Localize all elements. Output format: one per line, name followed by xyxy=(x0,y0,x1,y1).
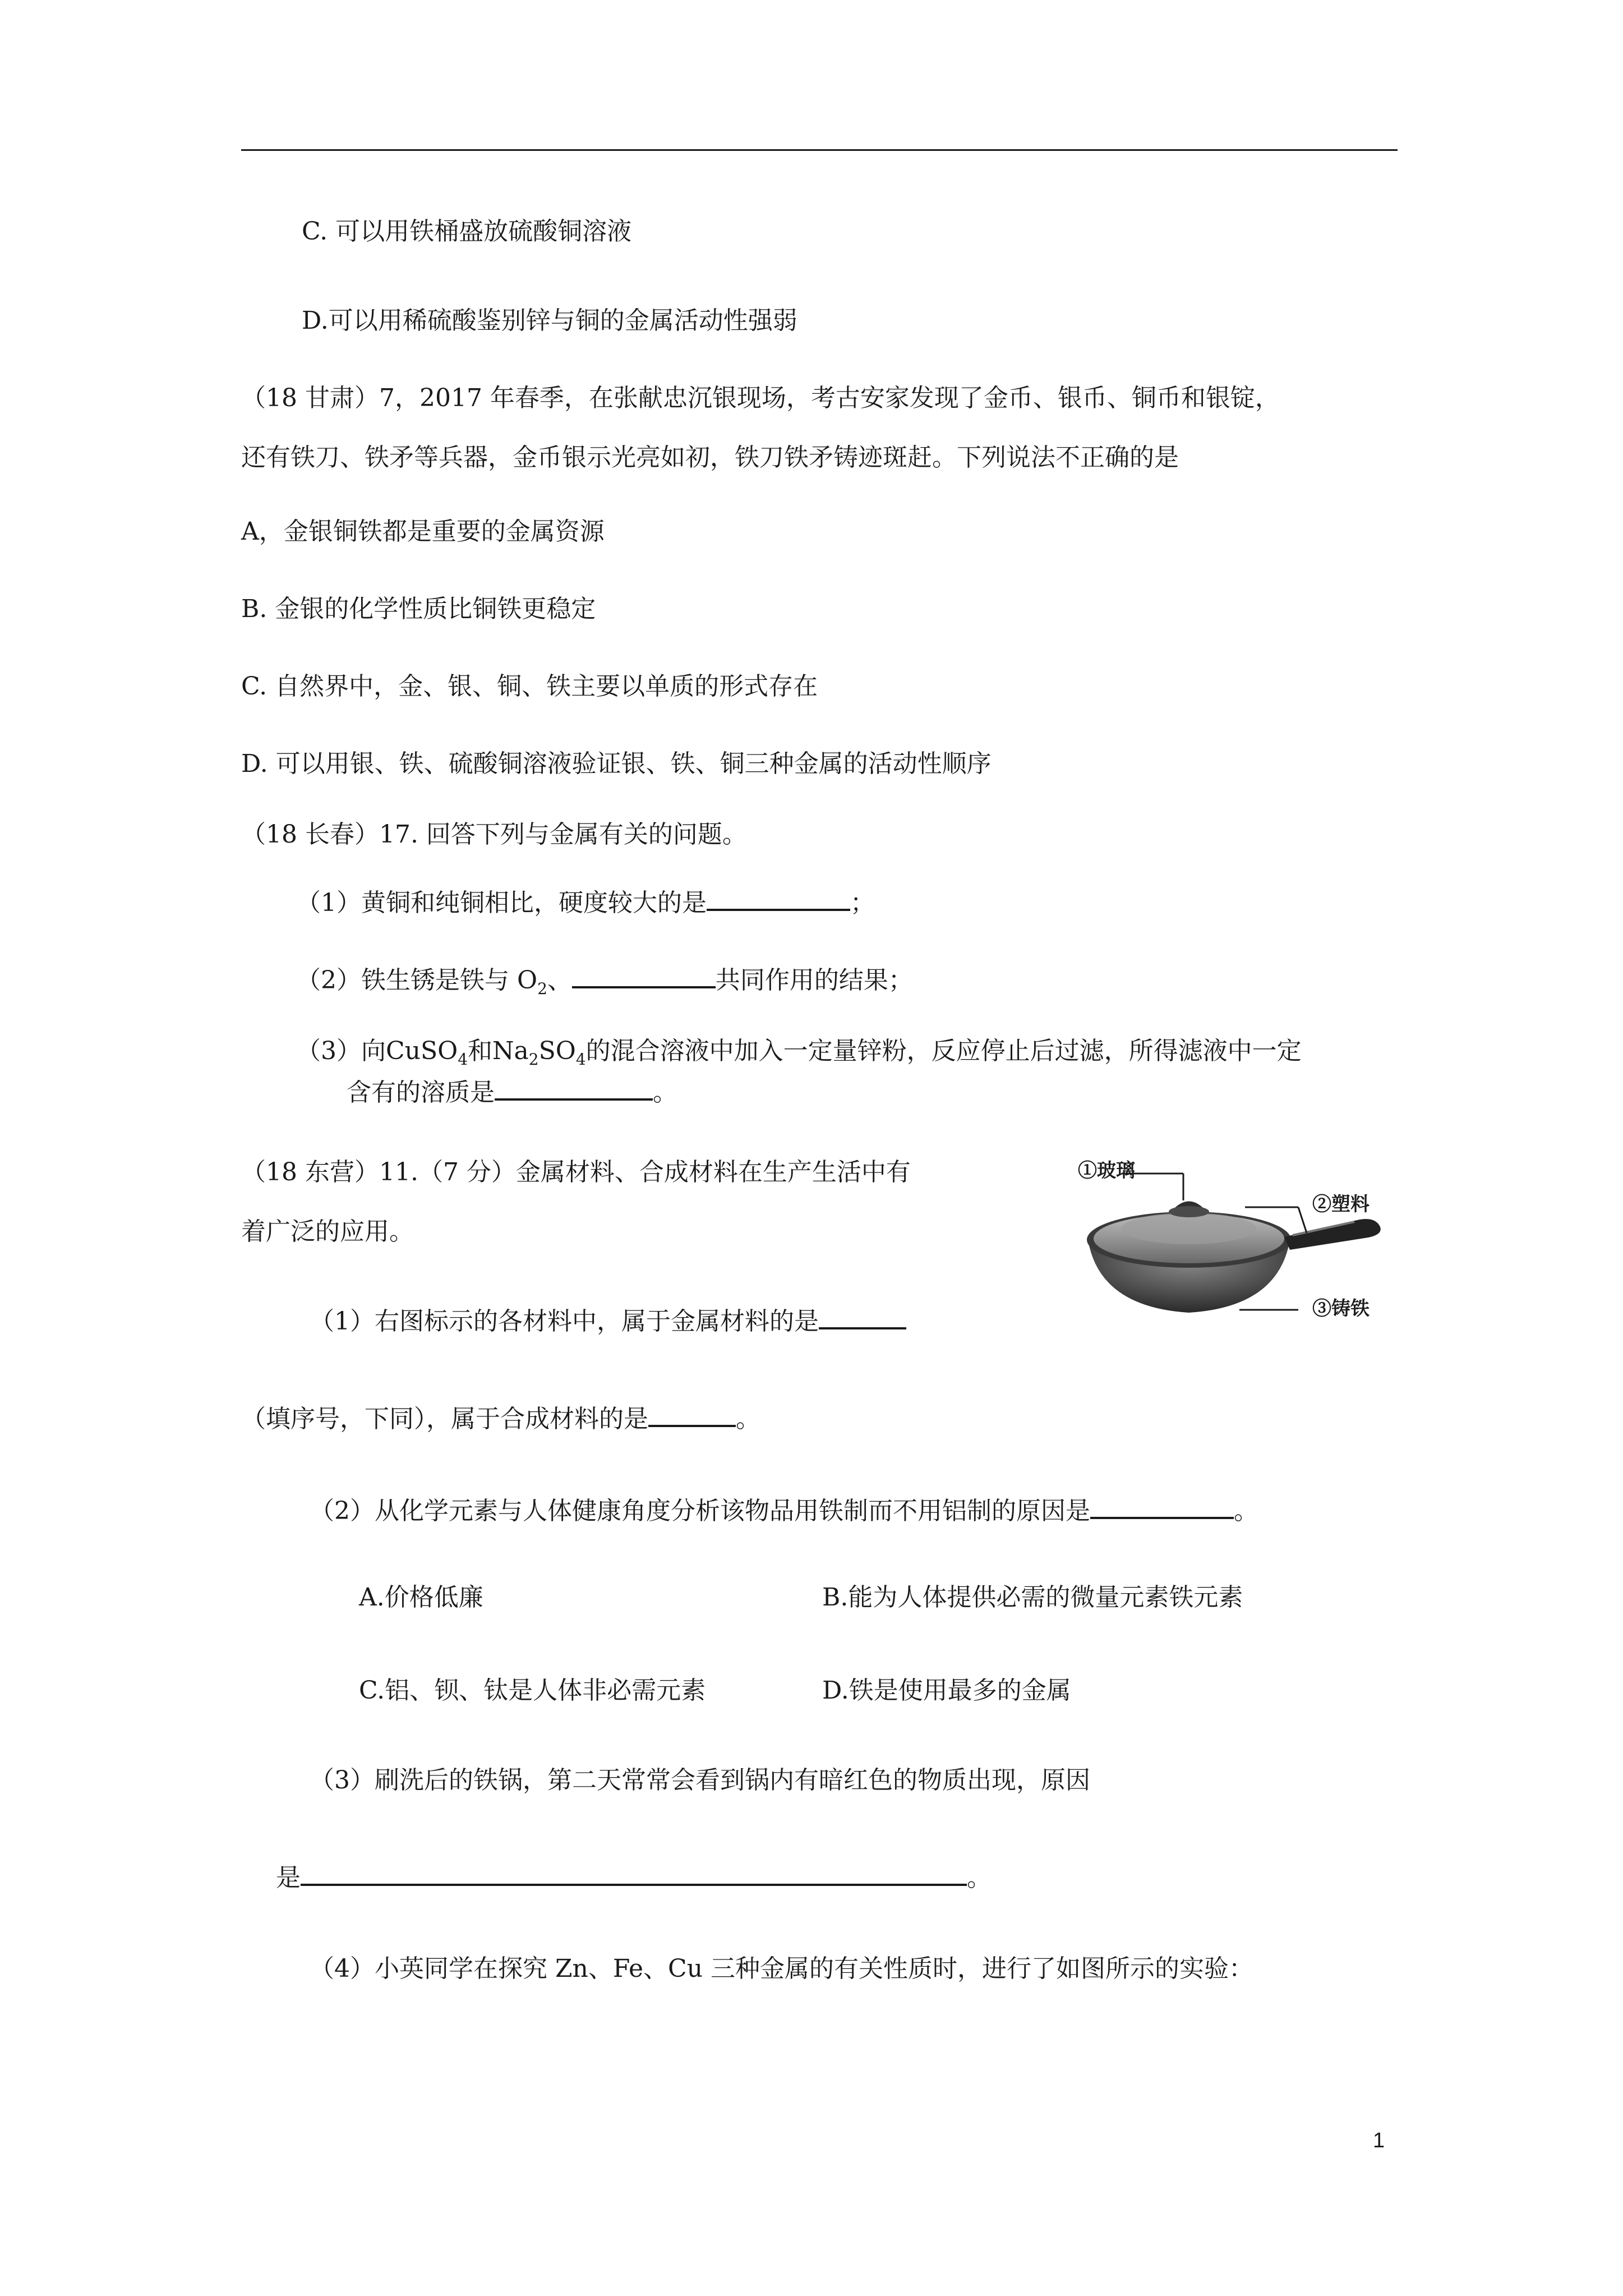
q7-option-a: A，金银铜铁都是重要的金属资源 xyxy=(241,517,605,546)
q11-part2-option-a: A.价格低廉 xyxy=(359,1583,483,1612)
q11-part3-line1: （3）刷洗后的铁锅，第二天常常会看到锅内有暗红色的物质出现，原因 xyxy=(310,1766,1090,1795)
q17-part3-line1: （3）向CuSO$_4$和$Na_2SO_4$的混合溶液中加入一定量锌粉，反应停止后过滤，所得滤液中一定 xyxy=(296,1037,1302,1069)
q11-stem-line2: 着广泛的应用。 xyxy=(241,1217,414,1246)
q6-option-d: D.可以用稀硫酸鉴别锌与铜的金属活动性强弱 xyxy=(302,306,797,335)
q11-part1-line2: （填序号，下同），属于合成材料的是 。 xyxy=(241,1405,760,1433)
q7-stem-line1: （18 甘肃）7，2017 年春季，在张献忠沉银现场，考古安家发现了金币、银币、铜币和银锭， xyxy=(241,384,1280,412)
q11-part2: （2）从化学元素与人体健康角度分析该物品用铁制而不用铝制的原因是 。 xyxy=(310,1497,1258,1525)
header-rule xyxy=(241,149,1398,151)
q7-option-d: D. 可以用银、铁、硫酸铜溶液验证银、铁、铜三种金属的活动性顺序 xyxy=(241,749,992,778)
wok-handle xyxy=(1284,1219,1381,1250)
q11-part1-blank1[interactable] xyxy=(819,1322,906,1329)
q11-part3-blank[interactable] xyxy=(301,1878,967,1886)
wok-lid xyxy=(1094,1202,1284,1264)
q11-part1-blank2[interactable] xyxy=(648,1419,736,1427)
q17-part1: （1）黄铜和纯铜相比，硬度较大的是 ； xyxy=(296,889,875,917)
q11-part4: （4）小英同学在探究 Zn、Fe、Cu 三种金属的有关性质时，进行了如图所示的实验： xyxy=(310,1954,1254,1983)
q7-option-c: C. 自然界中，金、银、铜、铁主要以单质的形式存在 xyxy=(241,672,818,701)
q17-part3-blank[interactable] xyxy=(495,1093,653,1101)
q11-part2-option-c: C.铝、钡、钛是人体非必需元素 xyxy=(359,1676,706,1705)
q11-stem-line1: （18 东营）11.（7 分）金属材料、合成材料在生产生活中有 xyxy=(241,1158,911,1186)
q11-part2-option-b: B.能为人体提供必需的微量元素铁元素 xyxy=(822,1583,1243,1612)
q11-part1-line1: （1）右图标示的各材料中，属于金属材料的是 xyxy=(310,1305,906,1338)
q11-part3-line2: 是 。 xyxy=(276,1864,992,1892)
q11-part2-option-d: D.铁是使用最多的金属 xyxy=(822,1676,1071,1705)
q11-part2-blank[interactable] xyxy=(1090,1511,1234,1519)
q6-option-c: C. 可以用铁桶盛放硫酸铜溶液 xyxy=(302,217,632,246)
q7-option-b: B. 金银的化学性质比铜铁更稳定 xyxy=(241,595,596,623)
label-cast-iron: ③铸铁 xyxy=(1312,1298,1370,1319)
page-number: 1 xyxy=(1373,2129,1385,2152)
q17-stem: （18 长春）17. 回答下列与金属有关的问题。 xyxy=(241,820,747,849)
label-glass: ①玻璃 xyxy=(1078,1160,1135,1181)
q17-part2-blank[interactable] xyxy=(572,981,716,988)
q17-part3-line2: 含有的溶质是 。 xyxy=(347,1078,677,1107)
q7-stem-line2: 还有铁刀、铁矛等兵器，金币银示光亮如初，铁刀铁矛铸迹斑赶。下列说法不正确的是 xyxy=(241,443,1179,472)
wok-figure xyxy=(1077,1144,1391,1329)
q17-part2: （2）铁生锈是铁与 $O_2$、 共同作用的结果； xyxy=(296,966,913,998)
q17-part1-blank[interactable] xyxy=(707,903,850,911)
label-plastic: ②塑料 xyxy=(1312,1194,1370,1215)
